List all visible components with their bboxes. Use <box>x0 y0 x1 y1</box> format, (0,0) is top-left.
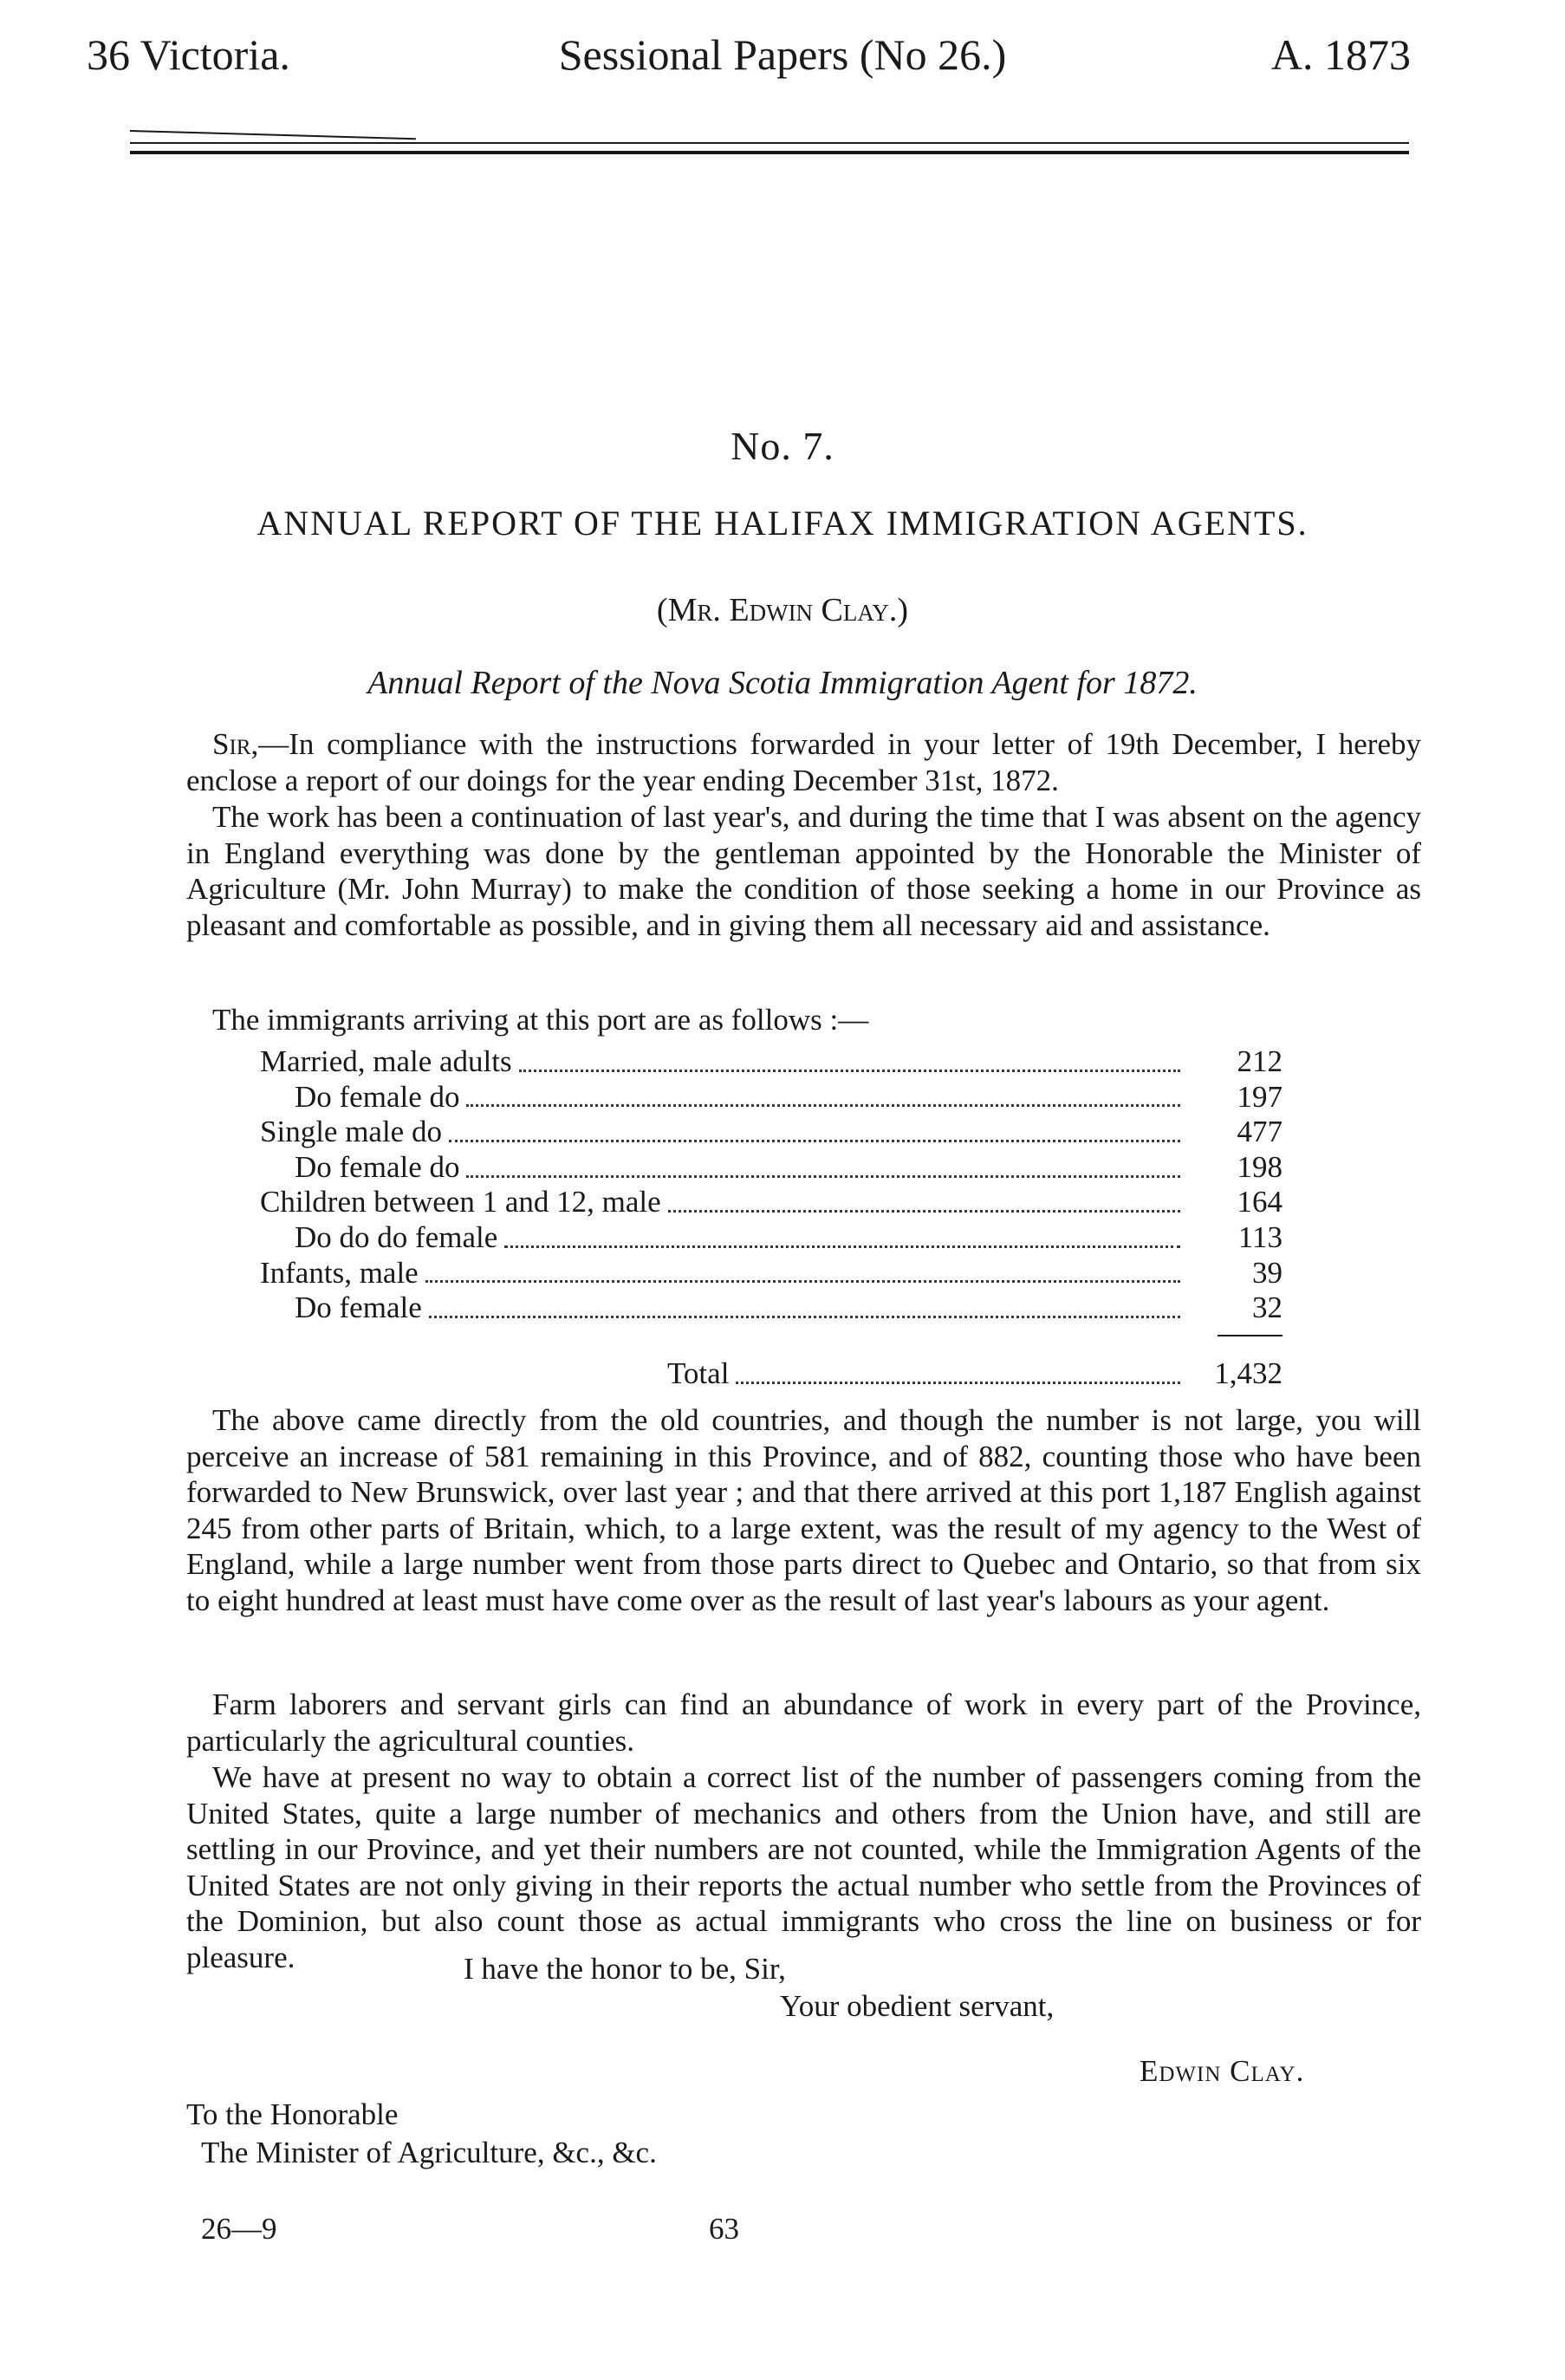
stat-label: Do female do <box>295 1149 460 1184</box>
stat-value: 198 <box>1237 1149 1283 1184</box>
stat-value: 113 <box>1237 1219 1283 1254</box>
total-rule <box>1218 1335 1283 1336</box>
total-label: Total <box>667 1356 730 1390</box>
salutation: Sir, <box>212 727 259 761</box>
stat-label: Children between 1 and 12, male <box>260 1185 661 1219</box>
author-close: .) <box>888 592 909 628</box>
stat-label: Do female do <box>295 1079 460 1114</box>
paragraph-salutation <box>186 726 1421 798</box>
stat-value: 197 <box>1237 1079 1283 1114</box>
stat-label: Do do do female <box>295 1219 498 1254</box>
report-author <box>0 591 1565 629</box>
stat-label: Do female <box>295 1291 422 1325</box>
dot-leader <box>519 1070 1180 1072</box>
stat-value: 212 <box>1237 1044 1283 1078</box>
dot-leader <box>429 1316 1180 1318</box>
stat-row <box>260 1291 1283 1326</box>
stat-row <box>260 1150 1283 1186</box>
report-subtitle: Annual Report of the Nova Scotia Immigration Agent for 1872. <box>367 665 1198 701</box>
closing-line: I have the honor to be, Sir, <box>464 1952 786 1986</box>
dot-leader <box>425 1280 1180 1283</box>
dot-leader <box>668 1210 1180 1213</box>
stat-value: 164 <box>1237 1185 1283 1219</box>
paragraph-increase <box>186 1402 1421 1618</box>
document-number: No. 7. <box>731 424 834 468</box>
author-open: ( <box>656 592 668 628</box>
signature: Edwin Clay. <box>1140 2054 1305 2088</box>
stat-row <box>260 1220 1283 1256</box>
stat-row <box>260 1080 1283 1115</box>
salutation-text: —In compliance with the instructions forwarded in your letter of 19th December, I hereby enclose a report of our doings for the year ending December 31st, 1872. <box>186 727 1421 797</box>
footer-sheet-signature: 26—9 <box>201 2212 277 2246</box>
paragraph-work <box>186 799 1421 943</box>
stat-row <box>260 1185 1283 1220</box>
header-rule-sweep <box>130 130 416 140</box>
dot-leader <box>466 1104 1180 1107</box>
paragraph-work-text: The work has been a continuation of last year's, and during the time that I was absent on the agency in England everything was done by the gentleman appointed by the Honorable the Minister of Agriculture (Mr. John Murray) to make the condition of those seeking a home in our Province as pleasant and comfortable as possible, and in giving them all necessary aid and assistance. <box>186 800 1421 942</box>
stat-value: 477 <box>1237 1115 1283 1149</box>
stat-label: Single male do <box>260 1115 442 1149</box>
dot-leader <box>504 1245 1180 1248</box>
stat-label: Infants, male <box>260 1255 419 1290</box>
dot-leader <box>736 1382 1180 1384</box>
header-sessional-papers: Sessional Papers (No 26.) <box>558 30 1007 79</box>
stat-value: 39 <box>1252 1255 1283 1290</box>
header-year: A. 1873 <box>1270 30 1411 79</box>
paragraph-arrivals-intro-text: The immigrants arriving at this port are as follows :— <box>212 1003 869 1037</box>
total-value: 1,432 <box>1214 1356 1283 1390</box>
paragraph-us-arrivals <box>186 1759 1421 1975</box>
paragraph-labour <box>186 1687 1421 1759</box>
header-rule-thin <box>130 142 1409 144</box>
stat-label: Married, male adults <box>260 1044 512 1078</box>
stat-row <box>260 1115 1283 1150</box>
stat-total-row <box>667 1356 1283 1391</box>
stat-row <box>260 1044 1283 1080</box>
author-name: Mr. Edwin Clay <box>667 592 889 628</box>
stat-row <box>260 1256 1283 1291</box>
dot-leader <box>449 1140 1180 1142</box>
page-number: 63 <box>709 2212 739 2246</box>
paragraph-arrivals-intro <box>186 1002 1421 1038</box>
paragraph-us-arrivals-text: We have at present no way to obtain a correct list of the number of passengers coming from the United States, quite a large number of mechanics and others from the Union have, and still are settling in our Province, and yet their numbers are not counted, while the Immigration Agents of the United States are not only giving in their reports the actual number who settle from the Provinces of the Dominion, but also count those as actual immigrants who cross the line on business or for pleasure. <box>186 1760 1421 1974</box>
paragraph-labour-text: Farm laborers and servant girls can find an abundance of work in every part of the Province, particularly the agricultural counties. <box>186 1687 1421 1758</box>
immigrant-stats-table <box>260 1044 1283 1326</box>
report-title: ANNUAL REPORT OF THE HALIFAX IMMIGRATION AGENTS. <box>257 504 1308 543</box>
closing-valediction: Your obedient servant, <box>780 1989 1055 2023</box>
header-rule-thick <box>130 151 1409 154</box>
addressee-line-1: To the Honorable <box>186 2097 399 2131</box>
addressee-line-2: The Minister of Agriculture, &c., &c. <box>201 2136 657 2169</box>
stat-value: 32 <box>1252 1291 1283 1325</box>
dot-leader <box>466 1175 1180 1178</box>
header-session: 36 Victoria. <box>87 30 290 79</box>
paragraph-increase-text: The above came directly from the old countries, and though the number is not large, you will perceive an increase of 581 remaining in this Province, and of 882, counting those who have been forwarded to New Brunswick, over last year ; and that there arrived at this port 1,187 English against 245 from other parts of Britain, which, to a large extent, was the result of my agency to the West of England, while a large number went from those parts direct to Quebec and Ontario, so that from six to eight hundred at least must have come over as the result of last year's labours as your agent. <box>186 1403 1421 1617</box>
